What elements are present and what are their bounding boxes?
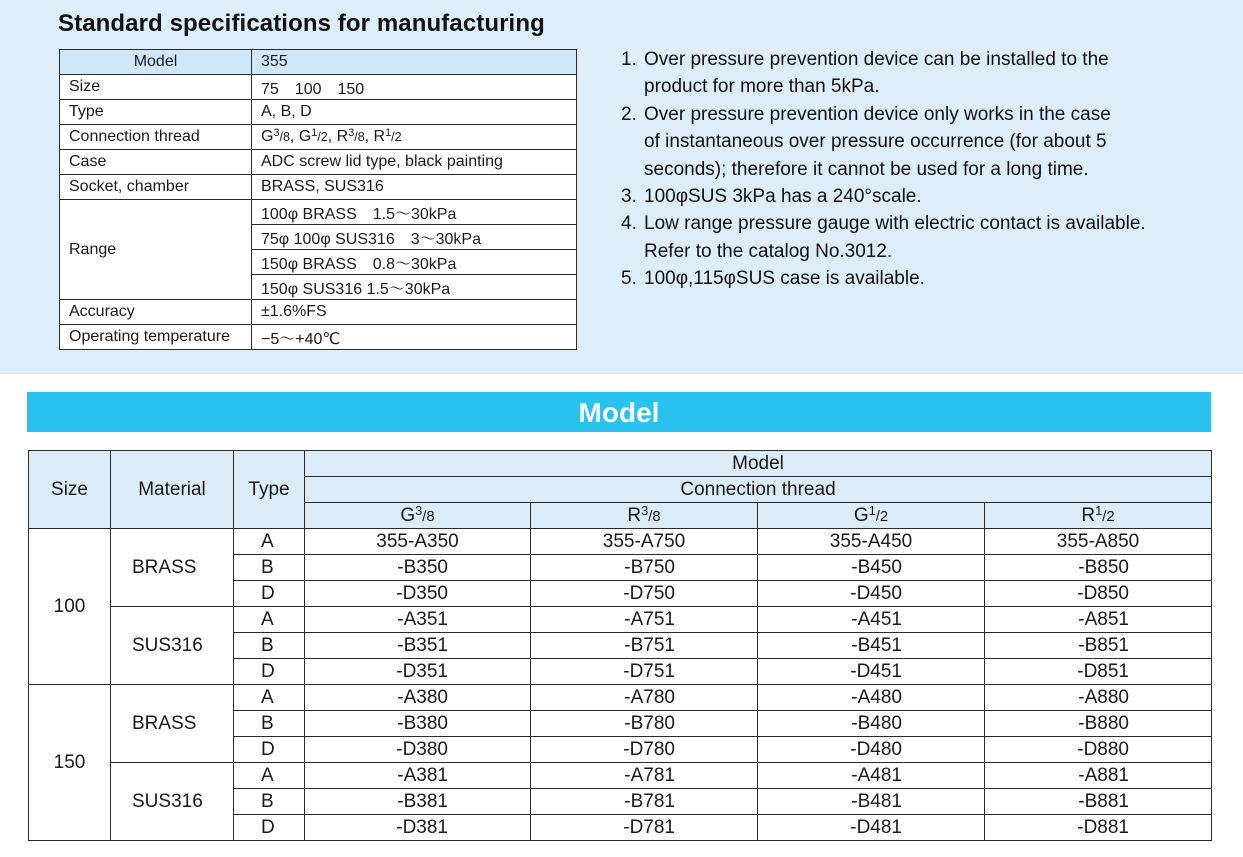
spec-row	[60, 75, 577, 100]
note-line	[621, 183, 1146, 210]
model-code-cell: 355-A750	[531, 529, 758, 555]
note-text: Low range pressure gauge with electric contact is available.	[644, 213, 1146, 235]
model-code-cell: -A451	[758, 607, 985, 633]
type-cell: A	[234, 529, 305, 555]
spec-row	[60, 300, 577, 325]
model-table	[28, 450, 1212, 841]
size-cell: 150	[29, 685, 111, 841]
size-cell: 100	[29, 529, 111, 685]
model-code-cell: -D750	[531, 581, 758, 607]
model-code-cell: -D380	[305, 737, 531, 763]
size-header: Size	[29, 451, 111, 529]
model-row	[29, 763, 1212, 789]
type-cell: A	[234, 685, 305, 711]
material-cell: BRASS	[111, 529, 234, 607]
model-code-cell: -B350	[305, 555, 531, 581]
model-code-cell: -D381	[305, 815, 531, 841]
model-code-cell: -A781	[531, 763, 758, 789]
note-line	[621, 265, 1146, 292]
model-code-cell: -B780	[531, 711, 758, 737]
note-text: 100φSUS 3kPa has a 240°scale.	[644, 186, 922, 208]
spec-header-label: Model	[60, 50, 252, 75]
model-code-cell: -B450	[758, 555, 985, 581]
note-text: Over pressure prevention device can be installed to the	[644, 49, 1109, 70]
note-line	[621, 156, 1146, 183]
spec-value: ADC screw lid type, black painting	[252, 150, 577, 175]
model-code-cell: -B751	[531, 633, 758, 659]
notes-list	[621, 46, 1146, 293]
model-code-cell: -A780	[531, 685, 758, 711]
model-code-cell: -D881	[985, 815, 1212, 841]
model-header-row	[29, 451, 1212, 477]
model-code-cell: -A851	[985, 607, 1212, 633]
model-code-cell: -B481	[758, 789, 985, 815]
type-cell: D	[234, 737, 305, 763]
spec-header-value: 355	[252, 50, 577, 75]
note-text: of instantaneous over pressure occurrence (for about 5	[644, 131, 1107, 153]
model-code-cell: -D751	[531, 659, 758, 685]
thread-column-header: $R^1/2$	[985, 503, 1212, 529]
spec-range-value: 150φ SUS316 1.5〜30kPa	[252, 275, 577, 300]
note-number: 1.	[621, 49, 637, 70]
spec-table	[59, 49, 577, 350]
model-section-title: Model	[27, 392, 1211, 432]
note-text: seconds); therefore it cannot be used for a long time.	[644, 158, 1089, 180]
note-number: 4.	[621, 213, 637, 235]
model-code-cell: -D351	[305, 659, 531, 685]
material-cell: SUS316	[111, 607, 234, 685]
spec-value: 75 100 150	[252, 75, 577, 100]
type-cell: B	[234, 789, 305, 815]
model-code-cell: -B381	[305, 789, 531, 815]
note-text: Refer to the catalog No.3012.	[644, 240, 893, 262]
model-code-cell: -D780	[531, 737, 758, 763]
note-line	[621, 210, 1146, 237]
note-number: 3.	[621, 186, 637, 208]
spec-label: Accuracy	[60, 300, 252, 325]
model-code-cell: -A880	[985, 685, 1212, 711]
model-code-cell: -B480	[758, 711, 985, 737]
model-row	[29, 685, 1212, 711]
thread-column-header: $R^3/8$	[531, 503, 758, 529]
note-text: product for more than 5kPa.	[644, 76, 880, 98]
spec-title: Standard specifications for manufacturing	[58, 10, 545, 37]
type-cell: A	[234, 607, 305, 633]
model-code-cell: -D450	[758, 581, 985, 607]
model-code-cell: -B380	[305, 711, 531, 737]
model-code-cell: -B851	[985, 633, 1212, 659]
model-code-cell: -D480	[758, 737, 985, 763]
note-number: 5.	[621, 268, 637, 290]
spec-range-row	[60, 200, 577, 225]
type-cell: B	[234, 711, 305, 737]
note-line	[621, 73, 1146, 100]
model-code-cell: 355-A850	[985, 529, 1212, 555]
model-code-cell: -A481	[758, 763, 985, 789]
note-line	[621, 128, 1146, 155]
spec-value: ±1.6%FS	[252, 300, 577, 325]
note-number: 2.	[621, 103, 637, 125]
note-line	[621, 101, 1146, 128]
model-header: Model	[305, 451, 1212, 477]
type-cell: B	[234, 555, 305, 581]
material-cell: BRASS	[111, 685, 234, 763]
type-cell: B	[234, 633, 305, 659]
model-code-cell: -D850	[985, 581, 1212, 607]
model-code-cell: -D880	[985, 737, 1212, 763]
model-code-cell: -D350	[305, 581, 531, 607]
model-code-cell: -B881	[985, 789, 1212, 815]
model-row	[29, 529, 1212, 555]
spec-row	[60, 100, 577, 125]
spec-value: −5〜+40℃	[252, 325, 577, 350]
model-code-cell: -A881	[985, 763, 1212, 789]
model-code-cell: 355-A450	[758, 529, 985, 555]
spec-label: Size	[60, 75, 252, 100]
spec-range-value: 150φ BRASS 0.8〜30kPa	[252, 250, 577, 275]
model-code-cell: -D781	[531, 815, 758, 841]
spec-range-value: 75φ 100φ SUS316 3〜30kPa	[252, 225, 577, 250]
spec-row	[60, 150, 577, 175]
model-code-cell: -D451	[758, 659, 985, 685]
type-cell: A	[234, 763, 305, 789]
spec-range-value: 100φ BRASS 1.5〜30kPa	[252, 200, 577, 225]
model-code-cell: -D481	[758, 815, 985, 841]
spec-row	[60, 175, 577, 200]
material-cell: SUS316	[111, 763, 234, 841]
note-line	[621, 46, 1146, 73]
connection-thread-header: Connection thread	[305, 477, 1212, 503]
type-cell: D	[234, 581, 305, 607]
note-text: 100φ,115φSUS case is available.	[644, 268, 925, 290]
model-code-cell: -A380	[305, 685, 531, 711]
material-header: Material	[111, 451, 234, 529]
spec-value: BRASS, SUS316	[252, 175, 577, 200]
spec-label: Connection thread	[60, 125, 252, 150]
spec-header-row	[60, 50, 577, 75]
spec-row	[60, 125, 577, 150]
model-code-cell: 355-A350	[305, 529, 531, 555]
model-code-cell: -A381	[305, 763, 531, 789]
type-cell: D	[234, 815, 305, 841]
spec-label: Operating temperature	[60, 325, 252, 350]
thread-column-header: $G^1/2$	[758, 503, 985, 529]
model-code-cell: -B750	[531, 555, 758, 581]
spec-row	[60, 325, 577, 350]
model-row	[29, 607, 1212, 633]
type-cell: D	[234, 659, 305, 685]
model-code-cell: -A351	[305, 607, 531, 633]
model-code-cell: -A480	[758, 685, 985, 711]
spec-label: Socket, chamber	[60, 175, 252, 200]
model-code-cell: -B880	[985, 711, 1212, 737]
spec-value: $G^3/8$, $G^1/2$, $R^3/8$, $R^1/2$	[252, 125, 577, 150]
spec-range-label: Range	[60, 200, 252, 300]
spec-value: A, B, D	[252, 100, 577, 125]
note-line	[621, 238, 1146, 265]
type-header: Type	[234, 451, 305, 529]
thread-column-header: $G^3/8$	[305, 503, 531, 529]
model-code-cell: -B850	[985, 555, 1212, 581]
model-code-cell: -B781	[531, 789, 758, 815]
model-code-cell: -A751	[531, 607, 758, 633]
model-code-cell: -D851	[985, 659, 1212, 685]
model-code-cell: -B351	[305, 633, 531, 659]
spec-label: Case	[60, 150, 252, 175]
spec-label: Type	[60, 100, 252, 125]
note-text: Over pressure prevention device only works in the case	[644, 103, 1111, 125]
model-code-cell: -B451	[758, 633, 985, 659]
